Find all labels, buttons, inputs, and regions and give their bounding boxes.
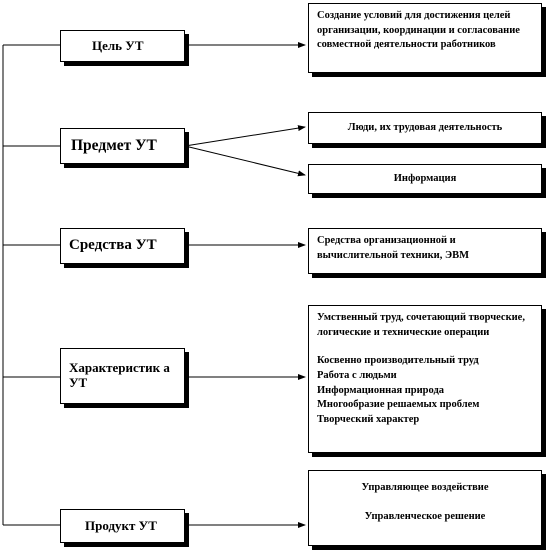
detail-characteristics-item: Косвенно производительный труд (317, 355, 479, 367)
detail-goal (308, 3, 542, 73)
detail-subject-people-text: Люди, их трудовая деятельность (347, 121, 503, 133)
category-product-label: Продукт УТ (85, 517, 157, 533)
category-characteristics (60, 348, 185, 404)
category-goal (60, 30, 185, 62)
detail-product (308, 470, 542, 546)
category-subject (60, 128, 185, 164)
detail-subject-info-text: Информация (393, 172, 457, 184)
detail-characteristics-item: Работа с людьми (317, 370, 397, 382)
detail-subject-info (308, 164, 542, 194)
category-subject-label: Предмет УТ (71, 137, 157, 155)
category-characteristics-label: Характеристик а УТ (69, 360, 170, 390)
category-means (60, 228, 185, 264)
arrow-subject-people (185, 127, 305, 146)
category-product (60, 509, 185, 543)
detail-product-decision: Управленческое решение (364, 510, 486, 522)
detail-means (308, 228, 542, 274)
detail-product-impact: Управляющее воздействие (361, 482, 489, 493)
detail-characteristics-item: Творческий характер (317, 414, 420, 426)
arrow-subject-info (185, 146, 305, 175)
detail-characteristics (308, 305, 542, 453)
detail-subject-people (308, 112, 542, 144)
detail-goal-text: Создание условий для достижения целей организации, координации и согласование совместной деятельности работников (317, 10, 520, 51)
detail-characteristics-item: Многообразие решаемых проблем (317, 399, 480, 411)
detail-characteristics-intro: Умственный труд, сочетающий творческие, логические и технические операции (317, 312, 525, 338)
detail-means-text: Средства организационной и вычислительной техники, ЭВМ (317, 235, 470, 261)
category-goal-label: Цель УТ (92, 37, 144, 53)
detail-characteristics-item: Информационная природа (317, 384, 445, 396)
category-means-label: Средства УТ (69, 237, 157, 254)
